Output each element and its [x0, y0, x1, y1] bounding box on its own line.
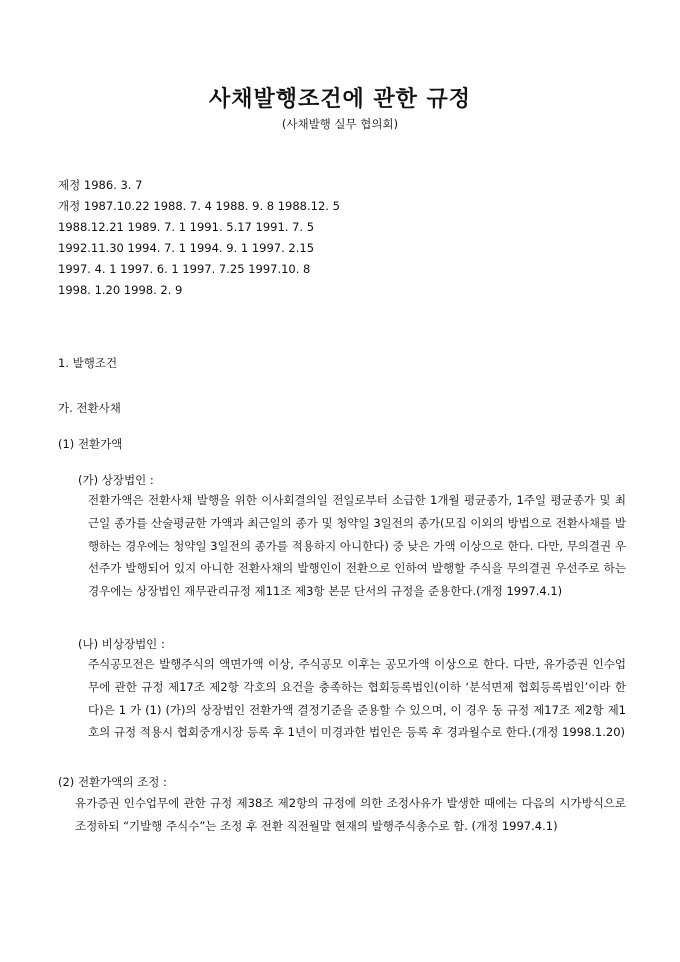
item-heading: (1) 전환가액 — [58, 437, 123, 451]
history-line: 1988.12.21 1989. 7. 1 1991. 5.17 1991. 7. 5 — [58, 220, 315, 234]
history-line: 1997. 4. 1 1997. 6. 1 1997. 7.25 1997.10. 8 — [58, 262, 311, 276]
subsection-heading: 가. 전환사채 — [58, 401, 121, 415]
listed-company-text: 전환가액은 전환사채 발행을 위한 이사회결의일 전일로부터 소급한 1개월 평균종가, 1주일 평균종가 및 최근일 종가를 산술평균한 가액과 최근일의 종가 및 청약일 3일전의 종가(모집 이외의 방법으로 전환사채를 발행하는 경우에는 청약일 3일전의 종가를 적용하지 아니한다) 중 낮은 가액 이상으로 한다. 다만, 무의결권 우선주가 발행되어 있지 아니한 전환사채의 발행인이 전환으로 인하여 발행할 주식을 무의결권 우선주로 하는 경우에는 상장법인 재무관리규정 제11조 제3항 본문 단서의 규정을 준용한다.(개정 1997.4.1) — [88, 493, 626, 599]
adjustment-heading: (2) 전환가액의 조정 : — [58, 775, 167, 789]
document-subtitle: (사채발행 실무 협의회) — [281, 117, 399, 131]
history-line: 개정 1987.10.22 1988. 7. 4 1988. 9. 8 1988.12. 5 — [58, 199, 340, 213]
section-heading: 1. 발행조건 — [58, 356, 118, 370]
history-line: 제정 1986. 3. 7 — [58, 178, 143, 192]
listed-company-label: (가) 상장법인 : — [78, 473, 154, 487]
amendment-history — [58, 175, 618, 301]
unlisted-company-text: 주식공모전은 발행주식의 액면가액 이상, 주식공모 이후는 공모가액 이상으로 한다. 다만, 유가증권 인수업무에 관한 규정 제17조 제2항 각호의 요건을 충족하는 협회등록법인(이하 ‘분석면제 협회등록법인’이라 한다)은 1 가 (1) (가)의 상장법인 전환가액 결정기준을 준용할 수 있으며, 이 경우 동 규정 제17조 제2항 제1호의 규정 적용시 협회중개시장 등록 후 1년이 미경과한 법인은 등록 후 경과월수로 한다.(개정 1998.1.20) — [88, 657, 626, 740]
document-title: 사채발행조건에 관한 규정 — [208, 86, 472, 112]
adjustment-text: 유가증권 인수업무에 관한 규정 제38조 제2항의 규정에 의한 조정사유가 발생한 때에는 다음의 시가방식으로 조정하되 “기발행 주식수”는 조정 후 전환 직전월말 현재의 발행주식총수로 함. (개정 1997.4.1) — [75, 796, 626, 833]
unlisted-company-label: (나) 비상장법인 : — [78, 637, 165, 651]
history-line: 1998. 1.20 1998. 2. 9 — [58, 283, 183, 297]
history-line: 1992.11.30 1994. 7. 1 1994. 9. 1 1997. 2.15 — [58, 241, 315, 255]
